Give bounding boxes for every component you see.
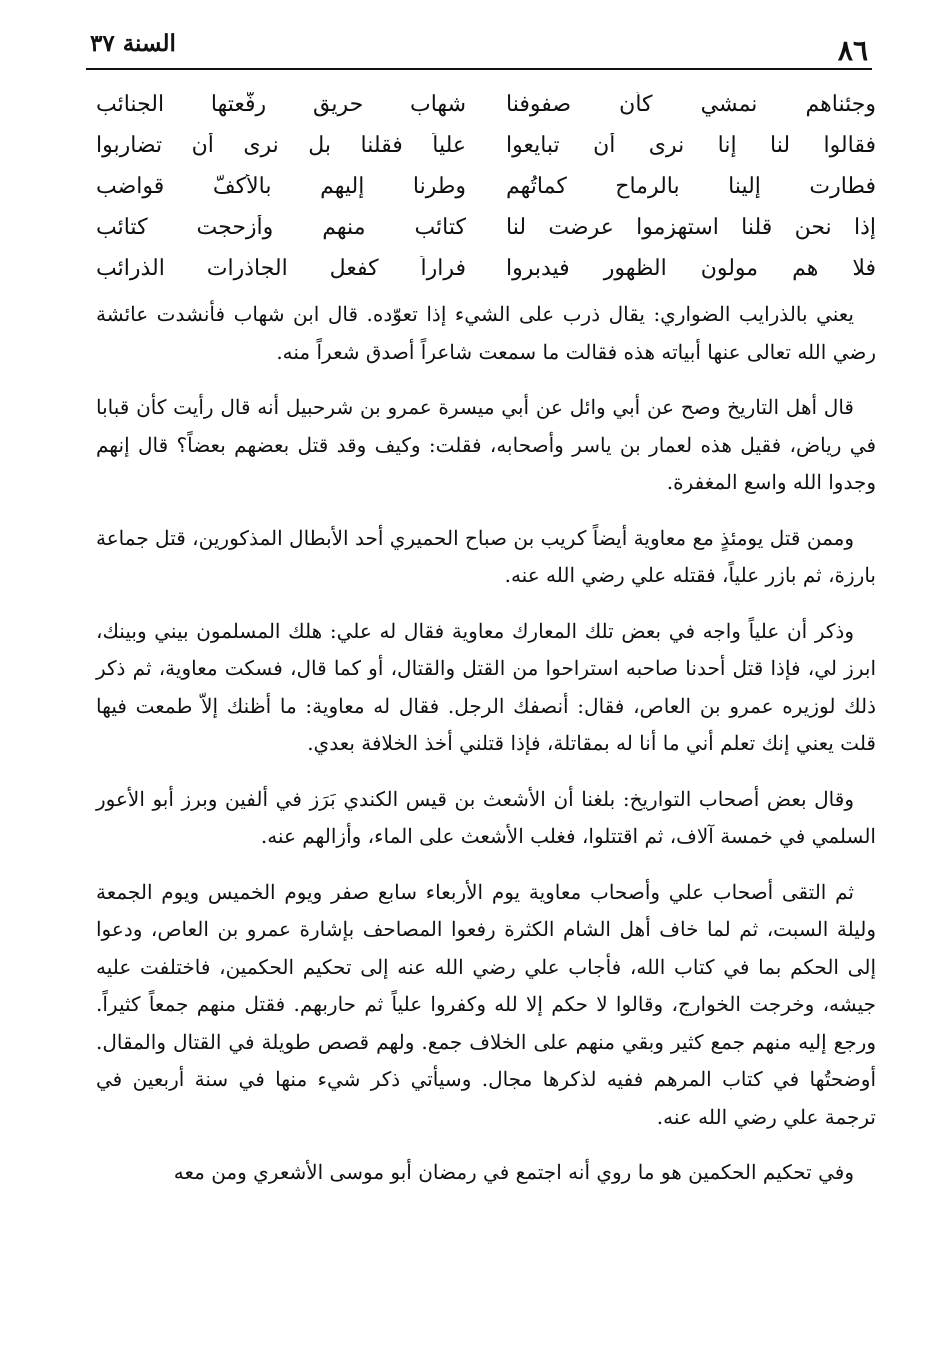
verse-second-hemistich: وطرنا إليهم بالأكفّ قواضب <box>96 174 466 199</box>
verse-second-hemistich: علياً فقلنا بل نرى أن تضاربوا <box>96 133 466 158</box>
verse-second-hemistich: فراراً كفعل الجاذرات الذرائب <box>96 256 466 281</box>
verse-first-hemistich: إذا نحن قلنا استهزموا عرضت لنا <box>506 215 876 240</box>
page-header <box>86 30 872 70</box>
paragraph: قال أهل التاريخ وصح عن أبي وائل عن أبي ميسرة عمرو بن شرحبيل أنه قال رأيت كأن قبابا في رياض، فقيل هذه لعمار بن ياسر وأصحابه، فقلت: وكيف وقد قتل بعضهم بعضاً؟ قال إنهم وجدوا الله واسع المغفرة. <box>96 395 876 494</box>
body-text <box>96 296 876 1210</box>
paragraph: وذكر أن علياً واجه في بعض تلك المعارك معاوية فقال له علي: هلك المسلمون بيني وبينك، ابرز لي، فإذا قتل أحدنا صاحبه استراحوا من القتل والقتال، أو كما قال، فسكت معاوية، ثم ذكر ذلك لوزيره عمرو بن العاص، فقال: أنصفك الرجل. فقال له معاوية: ما أظنك إلاّ طمعت فيها قلت يعني إنك تعلم أني ما أنا له بمقاتلة، فإذا قتلني أخذ الخلافة بعدي. <box>96 618 876 755</box>
poem-verse <box>96 84 876 125</box>
poem-verse <box>96 166 876 207</box>
verse-first-hemistich: فقالوا لنا إنا نرى أن تبايعوا <box>506 133 876 158</box>
poem-verse <box>96 125 876 166</box>
paragraph: ثم التقى أصحاب علي وأصحاب معاوية يوم الأربعاء سابع صفر ويوم الخميس ويوم الجمعة وليلة السبت، ثم لما خاف أهل الشام الكثرة رفعوا المصاحف بإشارة عمرو بن العاص، ودعوا إلى الحكم بما في كتاب الله، فأجاب علي رضي الله عنه إلى تحكيم الحكمين، فاختلفت عليه جيشه، وخرجت الخوارج، وقالوا لا حكم إلا لله وكفروا علياً ثم حاربهم. فقتل منهم جمعاً كثيراً. ورجع إليه منهم جمع كثير وبقي منهم على الخلاف جمع. ولهم قصص طويلة في القتال والمقال. أوضحتُها في كتاب المرهم ففيه لذكرها مجال. وسيأتي ذكر شيء منها في سنة أربعين في ترجمة علي رضي الله عنه. <box>96 879 876 1129</box>
paragraph: يعني بالذرايب الضواري: يقال ذرب على الشيء إذا تعوّده. قال ابن شهاب فأنشدت عائشة رضي الله تعالى عنها أبياته هذه فقالت ما سمعت شاعراً أصدق شعراً منه. <box>96 302 876 364</box>
verse-first-hemistich: فطارت إلينا بالرماح كماتُهم <box>506 174 876 199</box>
running-title: السنة ٣٧ <box>90 30 176 57</box>
verse-second-hemistich: كتائب منهم وأزحجت كتائب <box>96 215 466 240</box>
verse-second-hemistich: شهاب حريق رفّعتها الجنائب <box>96 92 466 117</box>
paragraph: وفي تحكيم الحكمين هو ما روي أنه اجتمع في رمضان أبو موسى الأشعري ومن معه <box>173 1160 854 1184</box>
paragraph: وممن قتل يومئذٍ مع معاوية أيضاً كريب بن صباح الحميري أحد الأبطال المذكورين، قتل جماعة بارزة، ثم بازر علياً، فقتله علي رضي الله عنه. <box>96 525 876 587</box>
page-number: ٨٦ <box>837 34 868 67</box>
paragraph: وقال بعض أصحاب التواريخ: بلغنا أن الأشعث بن قيس الكندي بَرَز في ألفين وبرز أبو الأعور السلمي في خمسة آلاف، ثم اقتتلوا، فغلب الأشعث على الماء، وأزالهم عنه. <box>96 786 876 848</box>
header-rule <box>86 68 872 70</box>
poem-block <box>96 84 876 284</box>
poem-verse <box>96 248 876 289</box>
poem-verse <box>96 207 876 248</box>
verse-first-hemistich: وجئناهم نمشي كأن صفوفنا <box>506 92 876 117</box>
verse-first-hemistich: فلا هم مولون الظهور فيدبروا <box>506 256 876 281</box>
